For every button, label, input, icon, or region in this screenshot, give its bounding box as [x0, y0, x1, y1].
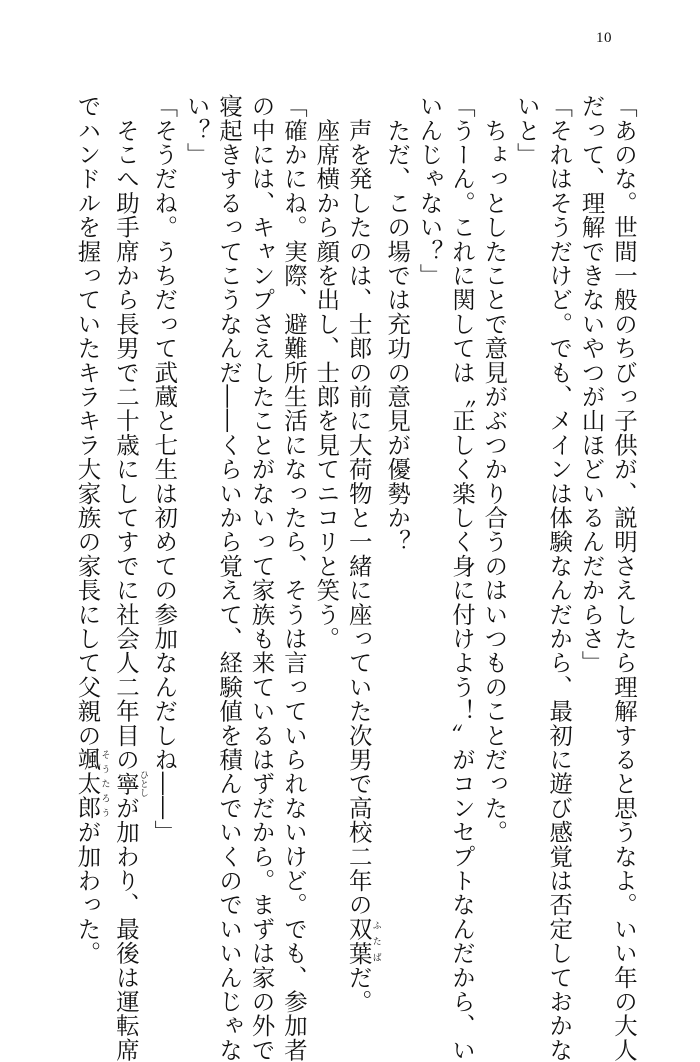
- text-line-with-ruby: [71, 94, 110, 966]
- text-line: 「あのな。世間一般のちびっ子供が、説明さえしたら理解すると思うなよ。いい年の大人: [610, 94, 638, 1062]
- ruby-reading: そうたろう: [99, 747, 110, 820]
- text-segment: が加わった。: [73, 820, 102, 966]
- text-line: 「それはそうだけど。でも、メインは体験なんだから、最初に遊び感覚は否定しておかな: [545, 94, 574, 1062]
- text-line: いと」: [512, 94, 541, 167]
- text-line: の中には、キャンプさえしたことがないって家族も来ているはずだから。まずは家の外で: [247, 94, 276, 1062]
- ruby-reading: ひとし: [137, 770, 148, 798]
- text-line: 「そうだね。うちだって武蔵と七生は初めての参加なんだしね――」: [150, 94, 179, 845]
- text-line: ちょっとしたことで意見がぶつかり合うのはいつものことだった。: [480, 94, 509, 845]
- ruby-reading: ふたば: [370, 916, 381, 966]
- text-line: 座席横から顔を出し、士郎を見てニコリと笑う。: [312, 94, 341, 651]
- ruby-base: 寧: [111, 770, 140, 798]
- text-line: 寝起きするってこうなんだ――くらいから覚えて、経験値を積んでいくのでいいんじゃな: [215, 94, 244, 1062]
- text-segment: そこへ助手席から長男で二十歳にしてすでに社会人二年目の: [111, 94, 140, 772]
- ruby-name-futaba: [344, 916, 381, 966]
- text-segment: だ。: [344, 965, 373, 1014]
- ruby-name-souta: [73, 747, 110, 821]
- text-line: だって、理解できないやつが山ほどいるんだからさ」: [577, 94, 606, 675]
- text-line: ただ、この場では充功の意見が優勢か？: [383, 94, 412, 554]
- ruby-name-hitoshi: [111, 770, 148, 798]
- ruby-base: 双葉: [344, 916, 373, 966]
- text-segment: が加わり、最後は運転席: [111, 795, 140, 1062]
- text-line: 「確かにね。実際、避難所生活になったら、そうは言っていられないけど。でも、参加者: [279, 94, 308, 1062]
- text-line: 「うーん。これに関しては〝正しく楽しく身に付けよう！〟がコンセプトなんだから、い: [447, 94, 476, 1062]
- text-line-with-ruby: [342, 94, 381, 1014]
- page-number: 10: [596, 30, 612, 46]
- text-line-with-ruby: [110, 94, 148, 1062]
- text-segment: でハンドルを握っていたキラキラ大家族の家長にして父親の: [73, 94, 102, 748]
- text-segment: 声を発したのは、士郎の前に大荷物と一緒に座っていた次男で高校二年の: [344, 94, 373, 917]
- body-text: [71, 94, 640, 1062]
- ruby-base: 颯太郎: [73, 747, 102, 821]
- text-line: いんじゃない？」: [415, 94, 444, 288]
- text-line: い？」: [182, 94, 211, 167]
